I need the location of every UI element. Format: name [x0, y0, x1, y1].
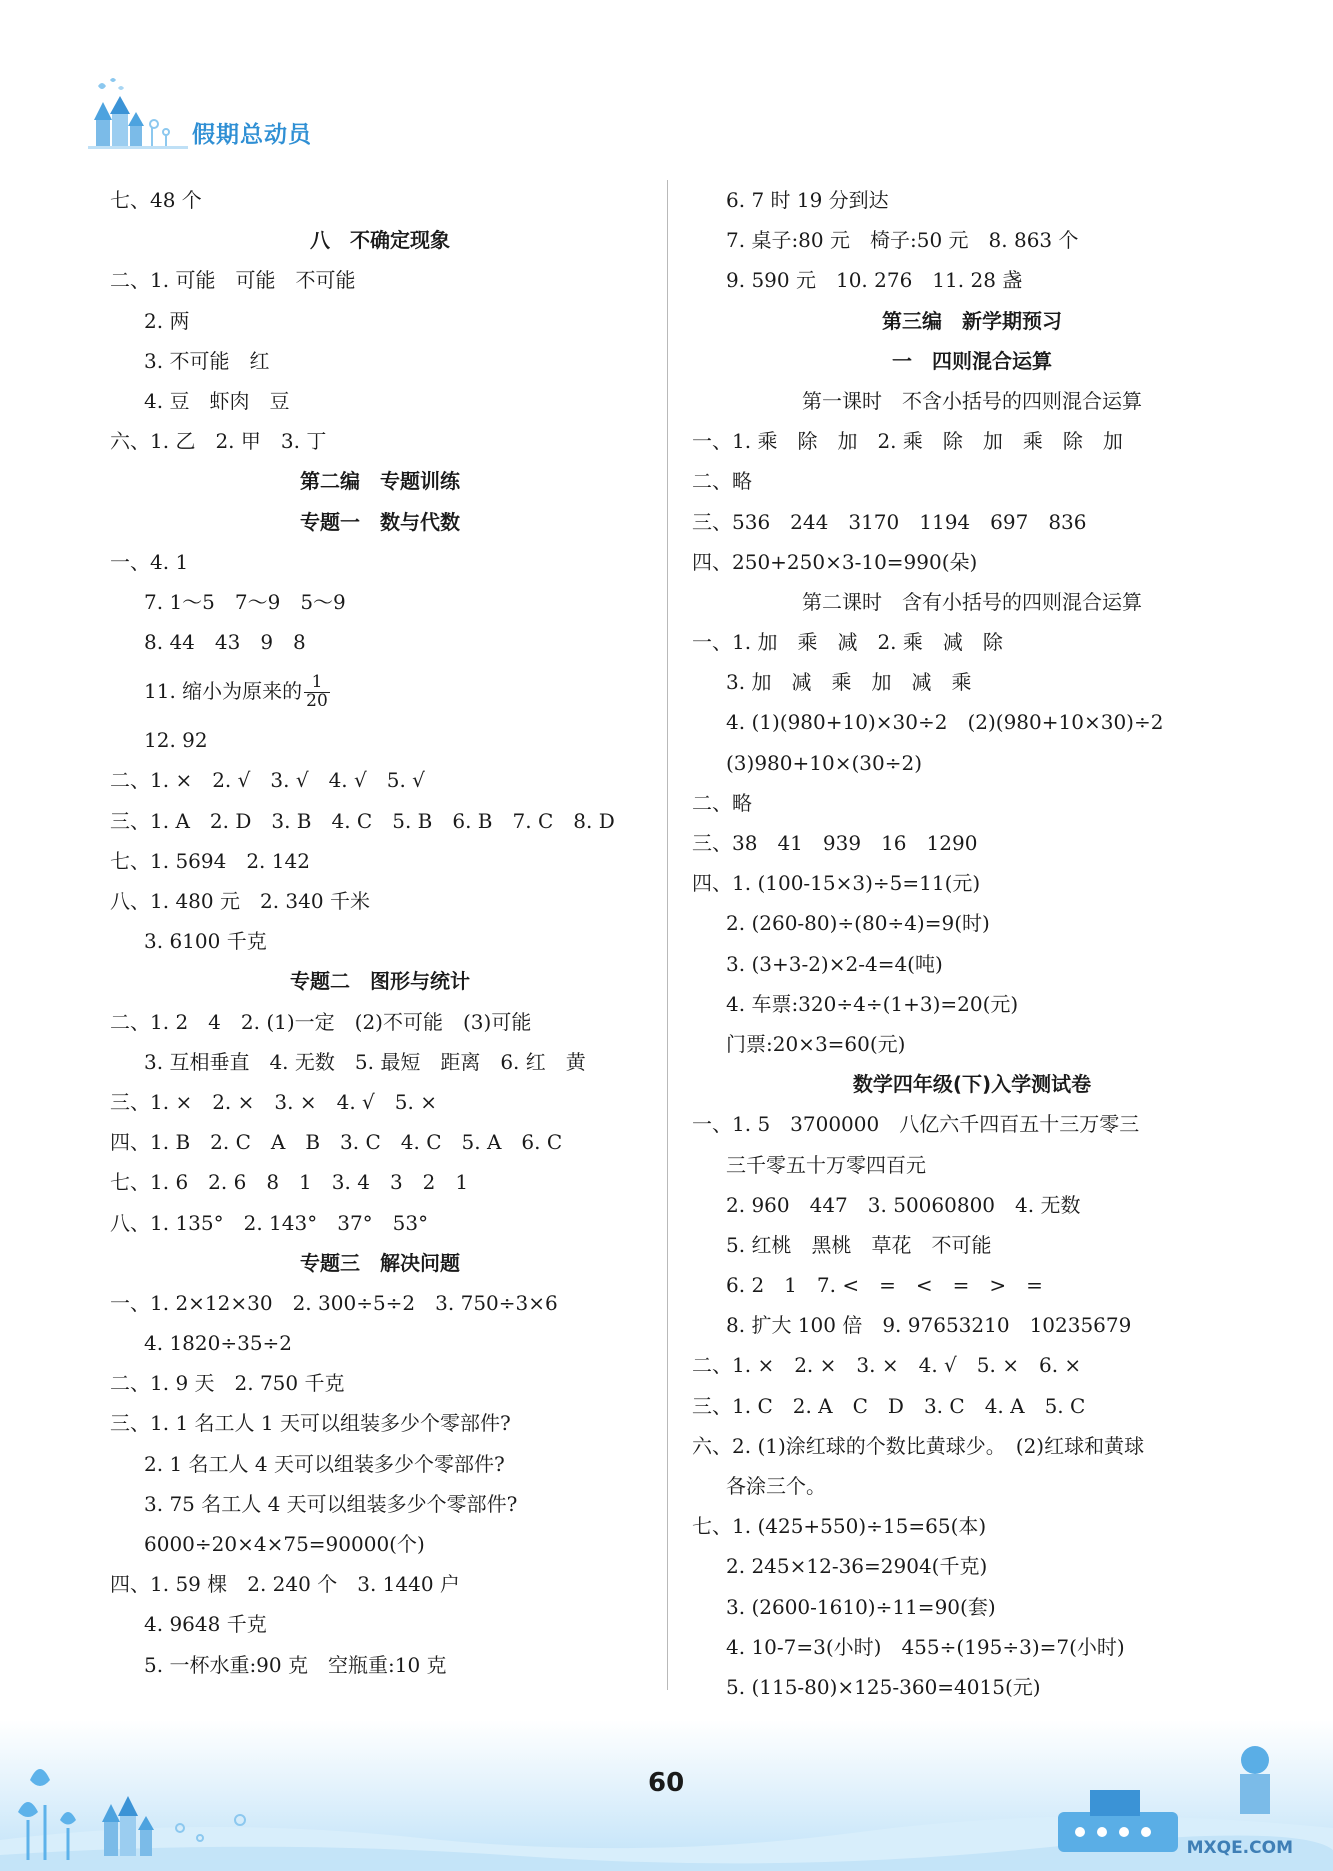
left-answer-line	[110, 921, 650, 961]
answer-text: 二、1. 可能 可能 不可能	[110, 268, 356, 293]
left-answer-line	[110, 1243, 650, 1283]
answer-text: 七、1. (425+550)÷15=65(本)	[692, 1514, 987, 1539]
right-answer-line	[692, 1466, 1252, 1506]
answer-text: 3. 加 减 乘 加 减 乘	[726, 670, 972, 695]
left-answer-line	[110, 1444, 650, 1484]
right-answer-line	[692, 622, 1252, 662]
right-answer-line	[692, 1426, 1252, 1466]
answer-text: 第三编 新学期预习	[882, 308, 1062, 333]
left-answer-line	[110, 1042, 650, 1082]
answer-text: 三、1. A 2. D 3. B 4. C 5. B 6. B 7. C 8. D	[110, 808, 615, 833]
answer-text: 6. 2 1 7. < = < = > =	[726, 1273, 1043, 1298]
right-answer-line	[692, 1265, 1252, 1305]
column-divider	[667, 180, 668, 1690]
right-answer-line	[692, 582, 1252, 622]
right-answer-line	[692, 1185, 1252, 1225]
answer-text: 八 不确定现象	[310, 228, 450, 253]
right-answer-line	[692, 903, 1252, 943]
page-number: 60	[648, 1768, 685, 1798]
left-answer-line	[110, 301, 650, 341]
answer-text: 9. 590 元 10. 276 11. 28 盏	[726, 268, 1023, 293]
right-answer-line	[692, 783, 1252, 823]
right-answer-line	[692, 1386, 1252, 1426]
answer-text: 二、略	[692, 469, 752, 494]
answer-text: 7. 桌子:80 元 椅子:50 元 8. 863 个	[726, 228, 1079, 253]
right-answer-line	[692, 1345, 1252, 1385]
right-answer-line	[692, 180, 1252, 220]
left-answer-line	[110, 180, 650, 220]
answer-text: 四、1. B 2. C A B 3. C 4. C 5. A 6. C	[110, 1130, 563, 1155]
left-answer-line	[110, 720, 650, 760]
right-answer-line	[692, 461, 1252, 501]
answer-text: 二、略	[692, 790, 752, 815]
answer-text: 四、1. 59 棵 2. 240 个 3. 1440 户	[110, 1572, 460, 1597]
answer-text: 三、1. 1 名工人 1 天可以组装多少个零部件?	[110, 1411, 511, 1436]
right-answer-line	[692, 944, 1252, 984]
answer-text: 3. (2600-1610)÷11=90(套)	[726, 1594, 996, 1619]
left-answer-line	[110, 662, 650, 720]
answer-text: 6000÷20×4×75=90000(个)	[144, 1532, 425, 1556]
answer-text: 七、1. 5694 2. 142	[110, 848, 310, 873]
left-answer-line	[110, 502, 650, 542]
answer-text: (3)980+10×(30÷2)	[726, 750, 923, 775]
watermark: MXQE.COM	[1186, 1838, 1293, 1858]
right-answer-line	[692, 702, 1252, 742]
answer-text: 2. (260-80)÷(80÷4)=9(时)	[726, 911, 990, 936]
answer-text: 一、4. 1	[110, 549, 189, 574]
left-answer-line	[110, 341, 650, 381]
right-answer-line	[692, 1145, 1252, 1185]
answer-text: 七、48 个	[110, 188, 202, 212]
left-answer-line	[110, 801, 650, 841]
left-answer-line	[110, 961, 650, 1001]
right-column	[692, 180, 1252, 1707]
header	[88, 78, 348, 153]
answer-text: 6. 7 时 19 分到达	[726, 188, 889, 212]
answer-text: 三、38 41 939 16 1290	[692, 831, 978, 855]
right-answer-line	[692, 421, 1252, 461]
answer-text: 七、1. 6 2. 6 8 1 3. 4 3 2 1	[110, 1170, 469, 1195]
answer-text: 专题一 数与代数	[300, 509, 460, 534]
answer-text: 4. 10-7=3(小时) 455÷(195÷3)=7(小时)	[726, 1634, 1125, 1659]
left-answer-line	[110, 1564, 650, 1604]
answer-text: 各涂三个。	[726, 1474, 826, 1498]
answer-text: 12. 92	[144, 728, 208, 753]
answer-text: 3. 互相垂直 4. 无数 5. 最短 距离 6. 红 黄	[144, 1049, 586, 1074]
answer-text: 第二课时 含有小括号的四则混合运算	[802, 589, 1142, 614]
left-answer-line	[110, 1162, 650, 1202]
answer-text: 第一课时 不含小括号的四则混合运算	[802, 388, 1142, 413]
left-answer-line	[110, 881, 650, 921]
right-answer-line	[692, 662, 1252, 702]
left-answer-line	[110, 1403, 650, 1443]
right-answer-line	[692, 1667, 1252, 1707]
answer-text: 4. 1820÷35÷2	[144, 1331, 293, 1356]
answer-text: 八、1. 135° 2. 143° 37° 53°	[110, 1210, 429, 1235]
answer-text: 门票:20×3=60(元)	[726, 1031, 906, 1056]
answer-text: 专题二 图形与统计	[290, 969, 470, 994]
answer-text: 11. 缩小为原来的	[144, 679, 303, 704]
right-answer-line	[692, 823, 1252, 863]
left-answer-line	[110, 1002, 650, 1042]
right-answer-line	[692, 743, 1252, 783]
answer-text: 2. 245×12-36=2904(千克)	[726, 1554, 988, 1579]
fraction-denominator: 20	[306, 691, 328, 712]
left-answer-line	[110, 1524, 650, 1564]
right-answer-line	[692, 301, 1252, 341]
answer-text: 3. 75 名工人 4 天可以组装多少个零部件?	[144, 1491, 518, 1516]
fraction-numerator: 1	[304, 674, 330, 693]
answer-text: 2. 两	[144, 308, 190, 333]
left-answer-line	[110, 1604, 650, 1644]
left-answer-line	[110, 1203, 650, 1243]
header-title: 假期总动员	[192, 122, 312, 148]
answer-text: 一、1. 乘 除 加 2. 乘 除 加 乘 除 加	[692, 429, 1123, 454]
answer-text: 六、1. 乙 2. 甲 3. 丁	[110, 429, 327, 454]
answer-text: 7. 1～5 7～9 5～9	[144, 589, 346, 614]
right-answer-line	[692, 1506, 1252, 1546]
left-answer-line	[110, 1122, 650, 1162]
answer-text: 5. 一杯水重:90 克 空瓶重:10 克	[144, 1652, 447, 1677]
answer-text: 数学四年级(下)入学测试卷	[852, 1072, 1092, 1097]
left-answer-line	[110, 841, 650, 881]
answer-text: 二、1. 2 4 2. (1)一定 (2)不可能 (3)可能	[110, 1009, 532, 1034]
answer-text: 三、536 244 3170 1194 697 836	[692, 509, 1087, 534]
answer-text: 专题三 解决问题	[300, 1250, 460, 1275]
left-answer-line	[110, 1484, 650, 1524]
left-answer-line	[110, 421, 650, 461]
answer-text: 二、1. × 2. √ 3. √ 4. √ 5. √	[110, 768, 425, 793]
answer-text: 4. 9648 千克	[144, 1612, 267, 1637]
answer-text: 3. 6100 千克	[144, 929, 267, 954]
castle-logo-icon	[88, 78, 188, 153]
answer-text: 4. (1)(980+10)×30÷2 (2)(980+10×30)÷2	[726, 710, 1164, 735]
left-answer-line	[110, 582, 650, 622]
right-answer-line	[692, 863, 1252, 903]
left-answer-line	[110, 542, 650, 582]
answer-text: 8. 44 43 9 8	[144, 630, 306, 655]
left-answer-line	[110, 1082, 650, 1122]
left-column	[110, 180, 650, 1685]
right-answer-line	[692, 1225, 1252, 1265]
right-answer-line	[692, 502, 1252, 542]
answer-text: 2. 1 名工人 4 天可以组装多少个零部件?	[144, 1451, 505, 1476]
answer-text: 一、1. 2×12×30 2. 300÷5÷2 3. 750÷3×6	[110, 1290, 558, 1315]
answer-text: 四、250+250×3-10=990(朵)	[692, 549, 978, 574]
left-answer-line	[110, 220, 650, 260]
answer-text: 3. 不可能 红	[144, 348, 270, 373]
right-answer-line	[692, 1064, 1252, 1104]
left-answer-line	[110, 1363, 650, 1403]
left-answer-line	[110, 381, 650, 421]
right-answer-line	[692, 1546, 1252, 1586]
answer-text: 六、2. (1)涂红球的个数比黄球少。 (2)红球和黄球	[692, 1433, 1145, 1458]
right-answer-line	[692, 1627, 1252, 1667]
right-answer-line	[692, 220, 1252, 260]
right-answer-line	[692, 1305, 1252, 1345]
left-answer-line	[110, 1645, 650, 1685]
left-answer-line	[110, 622, 650, 662]
answer-text: 5. 红桃 黑桃 草花 不可能	[726, 1232, 992, 1257]
left-answer-line	[110, 760, 650, 800]
right-answer-line	[692, 984, 1252, 1024]
right-answer-line	[692, 381, 1252, 421]
answer-text: 二、1. 9 天 2. 750 千克	[110, 1371, 345, 1396]
answer-text: 5. (115-80)×125-360=4015(元)	[726, 1674, 1041, 1699]
right-answer-line	[692, 1587, 1252, 1627]
right-answer-line	[692, 542, 1252, 582]
right-answer-line	[692, 260, 1252, 300]
answer-text: 四、1. (100-15×3)÷5=11(元)	[692, 871, 981, 896]
answer-text: 三千零五十万零四百元	[726, 1152, 926, 1177]
answer-text: 一、1. 加 乘 减 2. 乘 减 除	[692, 630, 1003, 655]
answer-text: 8. 扩大 100 倍 9. 97653210 10235679	[726, 1313, 1132, 1338]
right-answer-line	[692, 1104, 1252, 1144]
fraction	[304, 674, 330, 711]
answer-text: 三、1. × 2. × 3. × 4. √ 5. ×	[110, 1089, 437, 1114]
answer-text: 4. 车票:320÷4÷(1+3)=20(元)	[726, 991, 1019, 1016]
right-answer-line	[692, 341, 1252, 381]
answer-text: 4. 豆 虾肉 豆	[144, 388, 290, 413]
answer-text: 三、1. C 2. A C D 3. C 4. A 5. C	[692, 1393, 1086, 1418]
answer-text: 2. 960 447 3. 50060800 4. 无数	[726, 1192, 1081, 1217]
answer-text: 二、1. × 2. × 3. × 4. √ 5. × 6. ×	[692, 1353, 1082, 1378]
left-answer-line	[110, 1323, 650, 1363]
answer-text: 一、1. 5 3700000 八亿六千四百五十三万零三	[692, 1112, 1140, 1137]
answer-text: 3. (3+3-2)×2-4=4(吨)	[726, 951, 943, 976]
left-answer-line	[110, 461, 650, 501]
left-answer-line	[110, 1283, 650, 1323]
answer-text: 八、1. 480 元 2. 340 千米	[110, 889, 370, 913]
answer-text: 一 四则混合运算	[892, 348, 1052, 373]
left-answer-line	[110, 260, 650, 300]
answer-text: 第二编 专题训练	[300, 469, 460, 494]
right-answer-line	[692, 1024, 1252, 1064]
